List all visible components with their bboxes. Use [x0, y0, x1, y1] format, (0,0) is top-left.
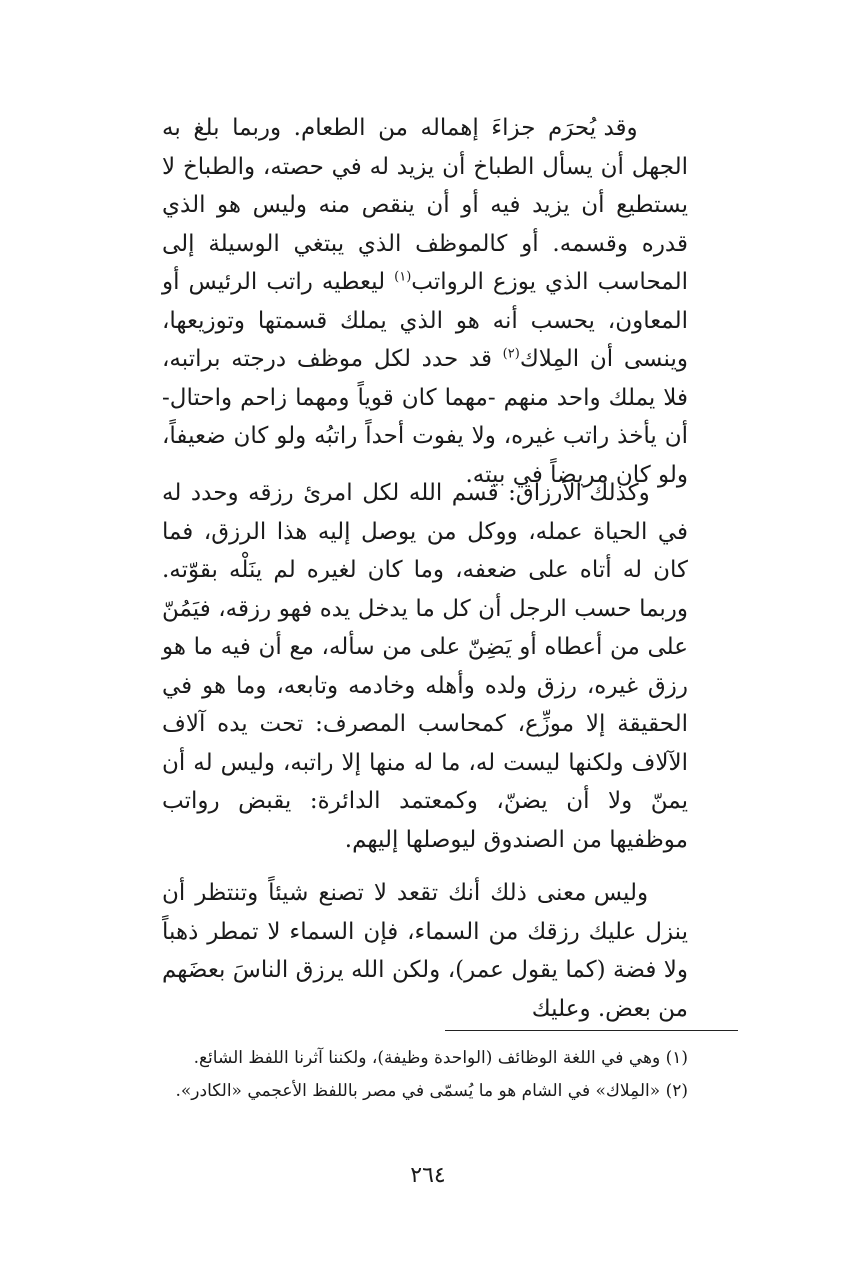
footnotes [162, 1042, 688, 1108]
paragraph-1 [162, 109, 688, 494]
paragraph-2 [162, 474, 688, 859]
paragraph-1-text-c: قد حدد لكل موظف درجته براتبه، فلا يملك واحد منهم -مهما كان قوياً ومهما زاحم واحتال- أن يأخذ راتب غيره، ولا يفوت أحداً راتبُه ولو كان ضعيفاً، ولو كان مريضاً في بيته. [162, 346, 688, 488]
footnote-ref-1: (١) [394, 269, 412, 285]
paragraph-3-text: وليس معنى ذلك أنك تقعد لا تصنع شيئاً وتنتظر أن ينزل عليك رزقك من السماء، فإن السماء لا تمطر ذهباً ولا فضة (كما يقول عمر)، ولكن الله يرزق الناسَ بعضَهم من بعض. وعليك [162, 880, 688, 1022]
paragraph-3 [162, 874, 688, 1028]
footnote-divider [445, 1030, 738, 1031]
footnote-ref-2: (٢) [502, 346, 520, 362]
paragraph-1-text-a: وقد يُحرَم جزاءَ إهماله من الطعام. وربما بلغ به الجهل أن يسأل الطباخ أن يزيد له في حصته، والطباخ لا يستطيع أن يزيد فيه أو أن ينقص منه وليس هو الذي قدره وقسمه. أو كالموظف الذي يبتغي الوسيلة إلى المحاسب الذي يوزع الرواتب [162, 115, 688, 295]
paragraph-1-text-b: ليعطيه راتب الرئيس أو المعاون، يحسب أنه هو الذي يملك قسمتها وتوزيعها، وينسى أن المِلاك [162, 269, 689, 372]
page-number: ٢٦٤ [410, 1163, 446, 1188]
footnote-1: (١) وهي في اللغة الوظائف (الواحدة وظيفة)، ولكننا آثرنا اللفظ الشائع. [193, 1048, 688, 1068]
paragraph-2-text: وكذلك الأرزاق: قسم الله لكل امرئ رزقه وحدد له في الحياة عمله، ووكل من يوصل إليه هذا الرزق، فما كان له أتاه على ضعفه، وما كان لغيره لم ينَلْه بقوّته. وربما حسب الرجل أن كل ما يدخل يده فهو رزقه، فيَمُنّ على من أعطاه أو يَضِنّ على من سأله، مع أن فيه ما هو رزق غيره، رزق ولده وأهله وخادمه وتابعه، وما هو في الحقيقة إلا موزِّع، كمحاسب المصرف: تحت يده آلاف الآلاف ولكنها ليست له، ما له منها إلا راتبه، وليس له أن يمنّ ولا أن يضنّ، وكمعتمد الدائرة: يقبض رواتب موظفيها من الصندوق ليوصلها إليهم. [162, 480, 688, 853]
footnote-2: (٢) «المِلاك» في الشام هو ما يُسمّى في مصر باللفظ الأعجمي «الكادر». [175, 1081, 688, 1101]
